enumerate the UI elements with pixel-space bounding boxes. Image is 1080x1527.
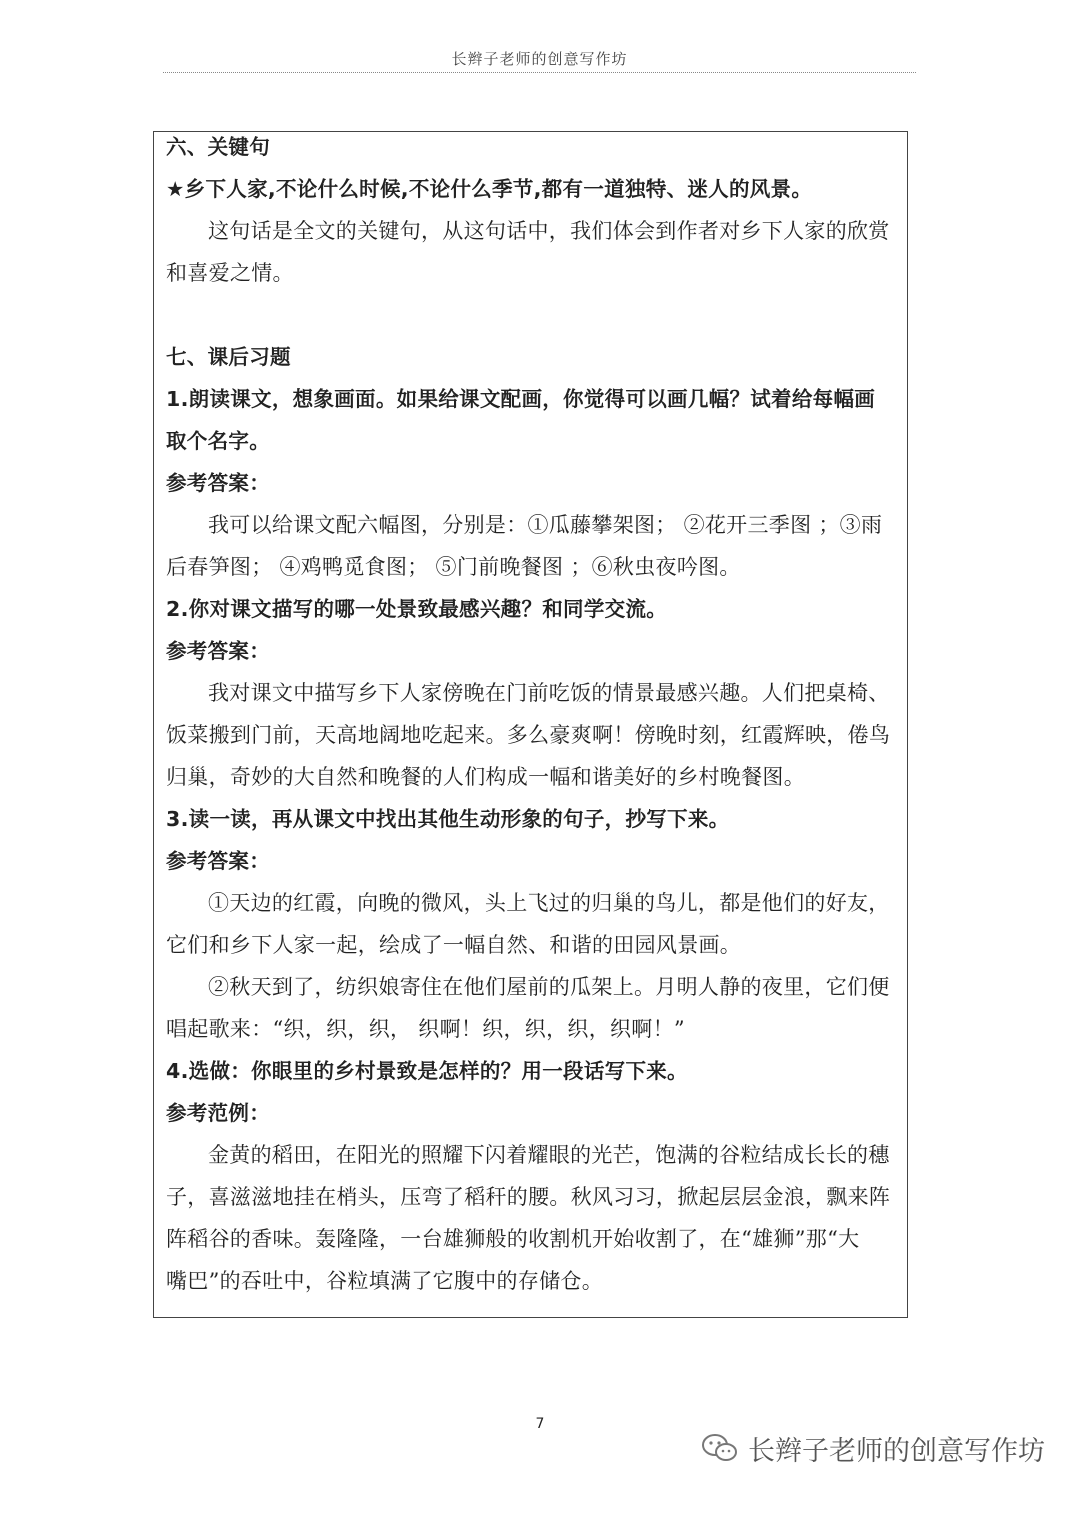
page-header-title: 长辫子老师的创意写作坊	[451, 50, 628, 68]
question-4: 4.选做：你眼里的乡村景致是怎样的？用一段话写下来。	[166, 1059, 688, 1083]
paragraph-line: 这句话是全文的关键句，从这句话中，我们体会到作者对乡下人家的欣赏	[208, 219, 890, 243]
answer-line: 它们和乡下人家一起，绘成了一幅自然、和谐的田园风景画。	[166, 933, 742, 957]
key-sentence: ★乡下人家,不论什么时候,不论什么季节,都有一道独特、迷人的风景。	[166, 177, 813, 201]
question-1: 1.朗读课文，想象画面。如果给课文配画，你觉得可以画几幅？试着给每幅画	[166, 387, 876, 411]
answer-line: 归巢，奇妙的大自然和晚餐的人们构成一幅和谐美好的乡村晚餐图。	[166, 765, 805, 789]
answer-label: 参考答案：	[166, 639, 270, 663]
example-line: 金黄的稻田，在阳光的照耀下闪着耀眼的光芒，饱满的谷粒结成长长的穗	[208, 1143, 890, 1167]
paragraph-line: 和喜爱之情。	[166, 261, 294, 285]
question-2: 2.你对课文描写的哪一处景致最感兴趣？和同学交流。	[166, 597, 668, 621]
example-line: 嘴巴”的吞吐中，谷粒填满了它腹中的存储仓。	[166, 1269, 604, 1293]
example-line: 阵稻谷的香味。轰隆隆，一台雄狮般的收割机开始收割了，在“雄狮”那“大	[166, 1227, 860, 1251]
answer-line: 饭菜搬到门前，天高地阔地吃起来。多么豪爽啊！傍晚时刻，红霞辉映，倦鸟	[166, 723, 891, 747]
answer-line: 我可以给课文配六幅图，分别是：①瓜藤攀架图； ②花开三季图 ；③雨	[208, 513, 883, 537]
section-6-heading: 六、关键句	[166, 135, 270, 159]
answer-line: 后春笋图； ④鸡鸭觅食图； ⑤门前晚餐图 ；⑥秋虫夜吟图。	[166, 555, 741, 579]
answer-line: ②秋天到了，纺织娘寄住在他们屋前的瓜架上。月明人静的夜里，它们便	[208, 975, 890, 999]
answer-line: 我对课文中描写乡下人家傍晚在门前吃饭的情景最感兴趣。人们把桌椅、	[208, 681, 890, 705]
wechat-icon	[700, 1432, 740, 1464]
answer-label: 参考答案：	[166, 471, 270, 495]
content-text	[166, 126, 895, 1302]
page-number: 7	[535, 1416, 545, 1432]
header-divider	[163, 72, 916, 73]
question-3: 3.读一读，再从课文中找出其他生动形象的句子，抄写下来。	[166, 807, 730, 831]
example-line: 子，喜滋滋地挂在梢头，压弯了稻秆的腰。秋风习习，掀起层层金浪，飘来阵	[166, 1185, 891, 1209]
section-7-heading: 七、课后习题	[166, 345, 291, 369]
answer-label: 参考答案：	[166, 849, 270, 873]
answer-line: 唱起歌来：“织，织，织， 织啊！织，织，织，织啊！”	[166, 1017, 685, 1041]
watermark	[700, 1428, 1045, 1468]
content-box	[153, 131, 908, 1318]
question-1-cont: 取个名字。	[166, 429, 270, 453]
watermark-text: 长辫子老师的创意写作坊	[748, 1435, 1045, 1467]
example-label: 参考范例：	[166, 1101, 270, 1125]
answer-line: ①天边的红霞，向晚的微风，头上飞过的归巢的鸟儿，都是他们的好友，	[208, 891, 890, 915]
